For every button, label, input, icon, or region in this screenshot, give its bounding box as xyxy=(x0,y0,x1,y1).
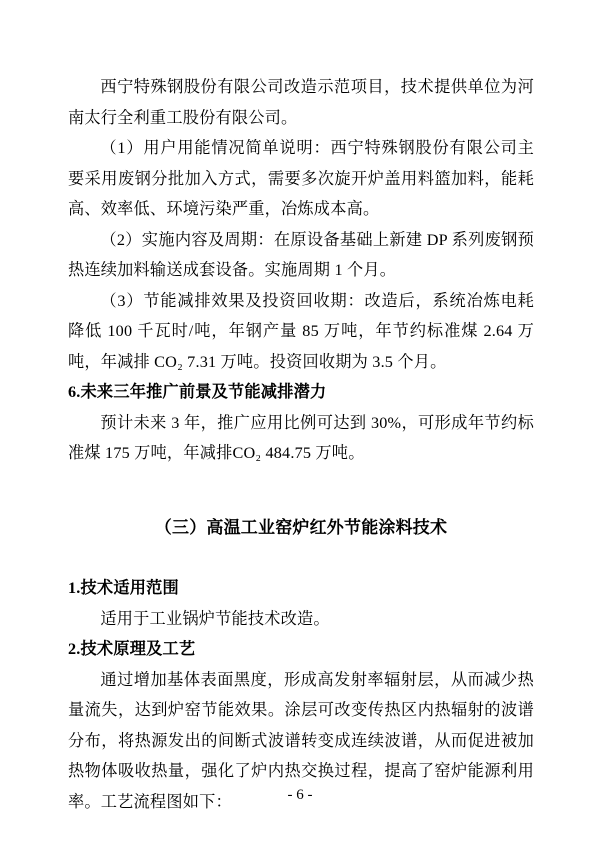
heading-scope: 1.技术适用范围 xyxy=(68,579,179,597)
paragraph-implementation: （2）实施内容及周期：在原设备基础上新建 DP 系列废钢预热连续加料输送成套设备。实施周期 1 个月。 xyxy=(68,230,534,279)
paragraph-scope: 适用于工业锅炉节能技术改造。 xyxy=(100,609,330,628)
paragraph-future-outlook: 预计未来 3 年，推广应用比例可达到 30%，可形成年节约标准煤 175 万吨，年减排CO₂ 484.75 万吨。 xyxy=(68,413,534,462)
paragraph-energy-usage: （1）用户用能情况简单说明：西宁特殊钢股份有限公司主要采用废钢分批加入方式，需要多次旋开炉盖用料篮加料，能耗高、效率低、环境污染严重，冶炼成本高。 xyxy=(68,139,534,218)
section-title: （三）高温工业窑炉红外节能涂料技术 xyxy=(154,517,448,537)
paragraph-principle: 通过增加基体表面黑度，形成高发射率辐射层，从而减少热量流失，达到炉窑节能效果。涂层可改变传热区内热辐射的波谱分布，将热源发出的间断式波谱转变成连续波谱，从而促进被加热物体吸收热量，强化了炉内热交换过程，提高了窑炉能源利用率。工艺流程图如下： xyxy=(68,670,534,811)
page-number: - 6 - xyxy=(287,787,313,803)
section-spacer-top xyxy=(68,469,534,513)
paragraph-payback: （3）节能减排效果及投资回收期：改造后，系统冶炼电耗降低 100 千瓦时/吨，年钢产量 85 万吨，年节约标准煤 2.64 万吨，年减排 CO₂ 7.31 万吨。投资回收期为 3.5 个月。 xyxy=(68,291,534,371)
heading-future-outlook: 6.未来三年推广前景及节能减排潜力 xyxy=(68,383,327,401)
section-spacer-bottom xyxy=(68,543,534,573)
paragraph-intro: 西宁特殊钢股份有限公司改造示范项目，技术提供单位为河南太行全利重工股份有限公司。 xyxy=(68,78,534,127)
heading-principle: 2.技术原理及工艺 xyxy=(68,640,196,658)
document-body xyxy=(68,72,534,817)
